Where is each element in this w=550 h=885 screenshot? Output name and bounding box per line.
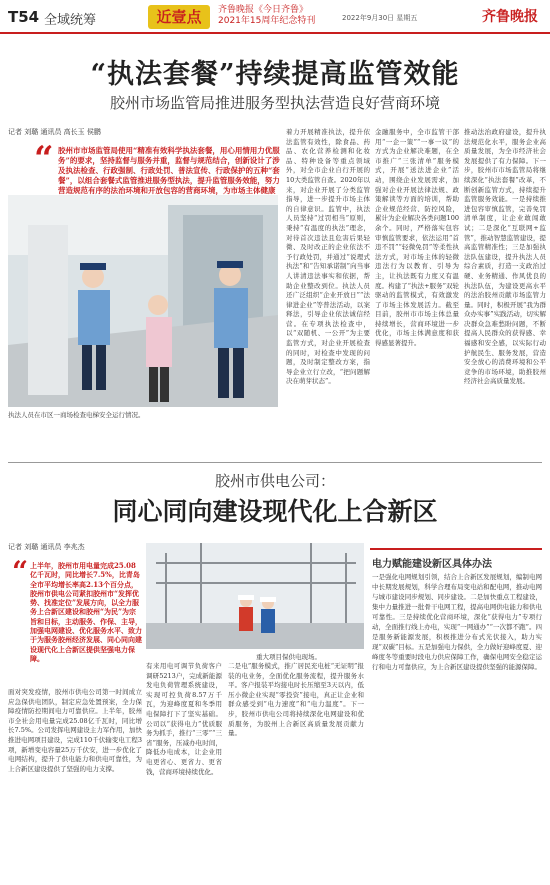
page-header: [0, 0, 550, 34]
article2-byline: 记者 刘璐 通讯员 李兆杰: [8, 543, 85, 551]
brand-logo: 近壹点: [148, 5, 210, 29]
article2-column-1: 面对突发疫情，胶州市供电公司第一时间成立应急保供电团队，制定应急处置预案，全力保障疫情防控期间电力可靠供应。上半年，胶州市全社会用电量完成25.08亿千瓦时，同比增长7.5%。公司发挥电网建设主力军作用，加快推进电网项目建设，完成110千伏输变电工程3项，新增变电容量25万千伏安，进一步优化了电网结构，提升了供电能力和供电可靠性，为上合新区建设提供了坚强的电力支撑。: [8, 688, 142, 773]
sidebar-title: 电力赋能建设新区具体办法: [372, 559, 492, 570]
quote-mark-icon: “: [34, 139, 54, 179]
article2-lead: 上半年，胶州市用电量完成25.08亿千瓦时，同比增长7.5%，比青岛全市平均增长率高2.13个百分点，胶州市供电公司紧扣胶州市“发挥优势、找准定位”发展方向，以全力服务上合新区建设和胶州“为民”为宗旨和目标，主动服务、作保、主导，加强电网建设、优化服务水平、致力于为服务胶州经济发展、同心同向建设现代化上合新区提供坚强电力保障。: [30, 561, 142, 663]
article2-column-2: 有来用电可调节负荷客户调研5213户，完成新能源发电负荷管理系统建设，实现可控负荷8.57万千瓦，为迎峰度夏和冬季用电保障打下了坚实基础。公司以“获得电力”优质服务为抓手，推行“三零”“三省”服务，压减办电时间，降低办电成本，让企业用电更省心、更省力、更省钱，营商环境持续优化。: [146, 662, 222, 776]
quote-mark-icon: “: [12, 555, 29, 588]
brand-subtitle-line1: 齐鲁晚报《今日齐鲁》: [218, 5, 309, 15]
brand-subtitle: [218, 5, 315, 27]
article2-photo-caption: 重大项目保供电现场。: [256, 653, 321, 661]
article1-column-3: 推动法治政府建设，提升执法规范化水平，服务企业高质量发展，为全市经济社会发展提供了有力保障。下一步，胶州市市场监管局将继续深化“执法套餐”改革，不断创新监管方式，持续提升监管服务效能。一是持续推进包容审慎监管，完善免罚清单制度，让企业敢闯敢试；二是深化“互联网+监管”，推动智慧监管建设，提高监管精准性；三是加强执法队伍建设，提升执法人员综合素质，打造一支政治过硬、业务精通、作风优良的执法队伍，为建设更高水平的法治胶州贡献市场监管力量。同时，积极开展“我为群众办实事”实践活动，切实解决群众急难愁盼问题，不断提高人民群众的获得感、幸福感和安全感，以实际行动护航民生、服务发展，营造安全放心的消费环境和公平竞争的市场环境，助推胶州经济社会高质量发展。: [464, 128, 546, 386]
page-number: T54: [8, 8, 40, 26]
article2-kicker: 胶州市供电公司：: [214, 472, 335, 490]
article1-photo-caption: 执法人员在市区一商场检查电梯安全运行情况。: [8, 411, 145, 419]
paper-logo: 齐鲁晚报: [482, 9, 538, 25]
article2-photo: [146, 543, 364, 649]
brand-subtitle-line2: 2021年15周年纪念特刊: [218, 16, 316, 26]
article1-lead: 胶州市市场监管局使用“精准有效科学执法套餐，用心用情用力优服务”的要求，坚持监督与服务并重，监督与规范结合，创新设计了涉及执法检查、行政强制、行政处罚、普法宣传、行政保护的五种“套餐”，以组合套餐式监管推进服务型执法，提升监管服务效能，努力营造规范有序的法治环境和开放包容的营商环境，为市场主体健康: [58, 146, 280, 195]
article1-title: “执法套餐”持续提高监管效能: [90, 59, 460, 90]
section-name: 全域统筹: [44, 13, 97, 28]
article1-column-1: 着力开展精准执法，提升依法监管有效性，除食品、药品、农化营养检测和化妆品、特种设备等重点领域外，对全市企业自行开展的10大类监管自查。2020年以来，对企业开展了分类监管指导，进一步提升市场主体的自律意识。监管中，执法人员坚持“过罚相当”原则，秉持“有温度的执法”理念，对待首次违法且危害后果轻微、及时改正的企业依法不予行政处罚，并通过“说理式执法”和“告知承诺制”向当事人讲清违法事实和依据，帮助企业整改到位。执法人员还广泛组织“企业开放日”“法律进企业”等普法活动，以案释法，引导企业依法诚信经营。在专项执法检查中，以“双随机、一公开”为主要监管方式，对企业开展检查的同时，对检查中发现的问题，及时制定整改方案，指导企业立行立改，“把问题解决在萌芽状态”。: [286, 128, 370, 386]
issue-date: 2022年9月30日 星期五: [342, 14, 418, 22]
section-divider: [8, 462, 542, 463]
sidebar-box: [370, 548, 542, 550]
sidebar-body: 一是强化电网规划引领，结合上合新区发展规划，编制电网中长期发展规划，科学合理布局变电站和配电网，推动电网与城市建设同步规划、同步建设。二是加快重点工程建设，集中力量推进一批骨干电网工程，提高电网供电能力和供电可靠性。三是持续优化营商环境，深化“获得电力”专项行动，全面推行线上办电，实现“一网通办”“一次都不跑”。四是服务新能源发展，积极推进分布式光伏接入，助力实现“双碳”目标。五是加强电力保供，全力做好迎峰度夏、迎峰度冬等重要时段电力供应保障工作，确保电网安全稳定运行和电力可靠供应，为上合新区建设提供坚强的能源保障。: [372, 573, 542, 671]
article1-subtitle: 胶州市场监管局推进服务型执法营造良好营商环境: [109, 94, 440, 112]
article1-photo: [8, 195, 278, 407]
article1-byline: 记者 刘璐 通讯员 高长玉 侯鹏: [8, 128, 101, 136]
article2-title: 同心同向建设现代化上合新区: [112, 497, 438, 526]
article2-column-3: 二是电”服务模式，推广居民充电桩“无证明”报装的电业务，全面优化服务流程，提升服务水平。客户报装平均接电时长压缩至3天以内，低压小微企业实现“零投资”接电，真正让企业和群众感受到“电力速度”和“电力温度”。下一步，胶州市供电公司将持续深化电网建设和优质服务，为胶州上合新区高质量发展贡献力量。: [228, 662, 364, 738]
article1-column-2: 金融服务中，全市监管干部用“一企一策”“一事一议”的方式为企业解决难题，在全市推广“三张清单”服务模式，开展“送法进企业”活动，围绕企业发展需求，加强对企业开展法律法规、政策解读等方面的培训，帮助企业规范经营、防控风险，累计为企业解决各类问题100余个。同时，严格落实包容审慎监管要求，依法运用“首违不罚”“轻微免罚”等柔性执法方式，对市场主体的轻微违法行为以教育、引导为主，让执法既有力度又有温度。构建了“执法+服务”双轮驱动的监管模式，有效激发了市场主体发展活力。截至目前，胶州市市场主体总量持续增长，营商环境进一步优化，市场主体满意度和获得感显著提升。: [375, 128, 459, 348]
